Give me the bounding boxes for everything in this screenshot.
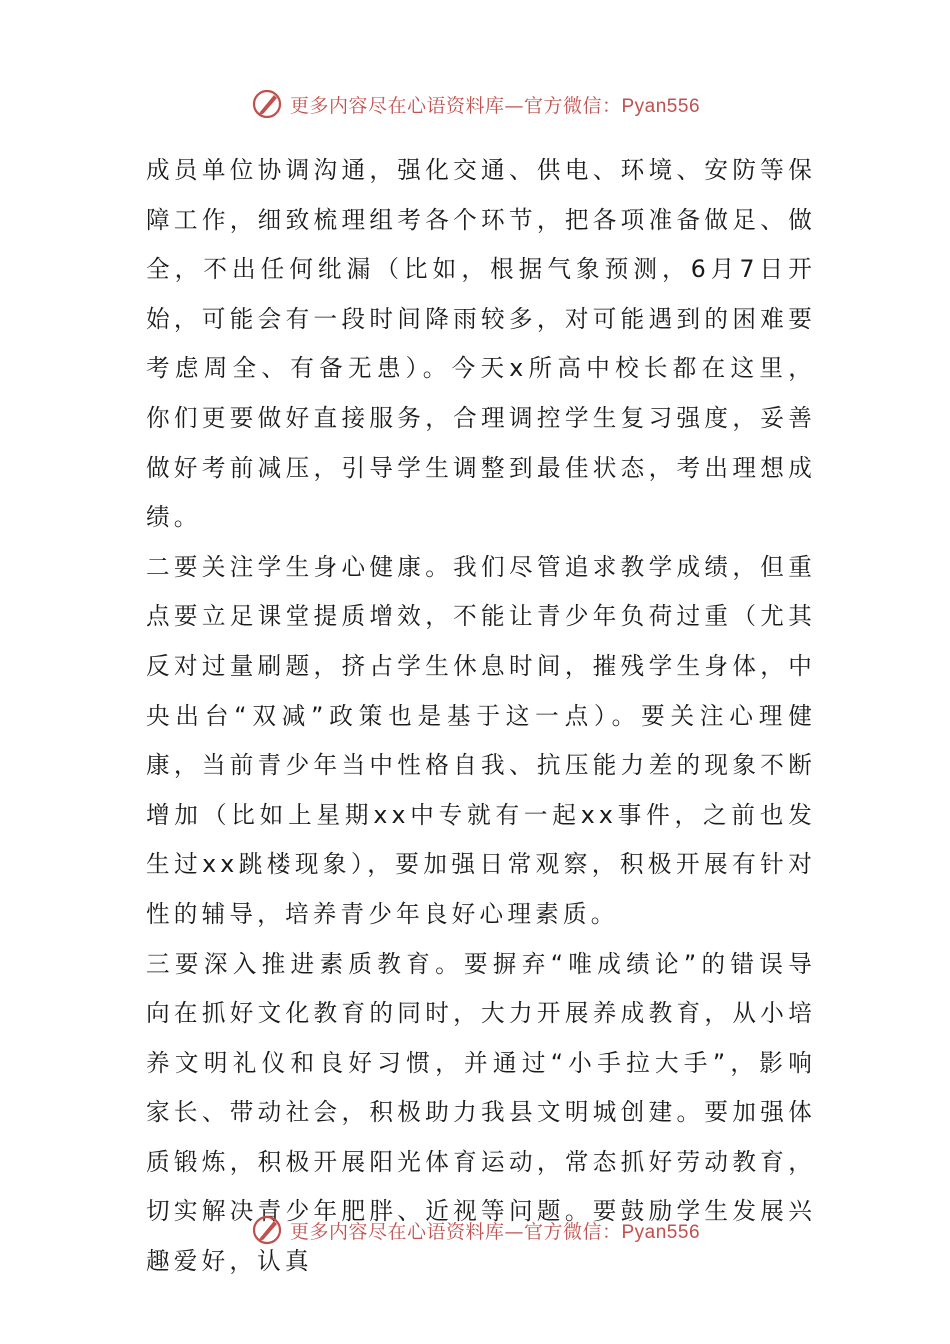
pen-circle-icon bbox=[250, 1213, 284, 1247]
wechat-id: Pyan556 bbox=[621, 1221, 701, 1243]
paragraph-3: 三要深入推进素质教育。要摒弃“唯成绩论”的错误导向在抓好文化教育的同时，大力开展养成教育，从小培养文明礼仪和良好习惯，并通过“小手拉大手”，影响家长、带动社会，积极助力我县文明城创建。要加强体质锻炼，积极开展阳光体育运动，常态抓好劳动教育，切实解决青少年肥胖、近视等问题。要鼓励学生发展兴趣爱好，认真 bbox=[146, 949, 816, 1276]
pen-circle-icon bbox=[250, 87, 284, 121]
document-body bbox=[146, 146, 816, 1287]
header-watermark bbox=[0, 84, 950, 124]
paragraph-1: 成员单位协调沟通，强化交通、供电、环境、安防等保障工作，细致梳理组考各个环节，把各项准备做足、做全，不出任何纰漏（比如，根据气象预测，6月7日开始，可能会有一段时间降雨较多，对可能遇到的困难要考虑周全、有备无患）。今天x所高中校长都在这里，你们更要做好直接服务，合理调控学生复习强度，妥善做好考前减压，引导学生调整到最佳状态，考出理想成绩。 bbox=[146, 156, 816, 532]
footer-watermark bbox=[0, 1210, 950, 1250]
watermark-text: 更多内容尽在心语资料库—官方微信：Pyan556 bbox=[289, 1220, 701, 1243]
wechat-id: Pyan556 bbox=[621, 95, 701, 117]
watermark-text: 更多内容尽在心语资料库—官方微信：Pyan556 bbox=[289, 94, 701, 117]
paragraph-2: 二要关注学生身心健康。我们尽管追求教学成绩，但重点要立足课堂提质增效，不能让青少年负荷过重（尤其反对过量刷题，挤占学生休息时间，摧残学生身体，中央出台“双减”政策也是基于这一点）。要关注心理健康，当前青少年当中性格自我、抗压能力差的现象不断增加（比如上星期xx中专就有一起xx事件，之前也发生过xx跳楼现象），要加强日常观察，积极开展有针对性的辅导，培养青少年良好心理素质。 bbox=[146, 552, 816, 928]
